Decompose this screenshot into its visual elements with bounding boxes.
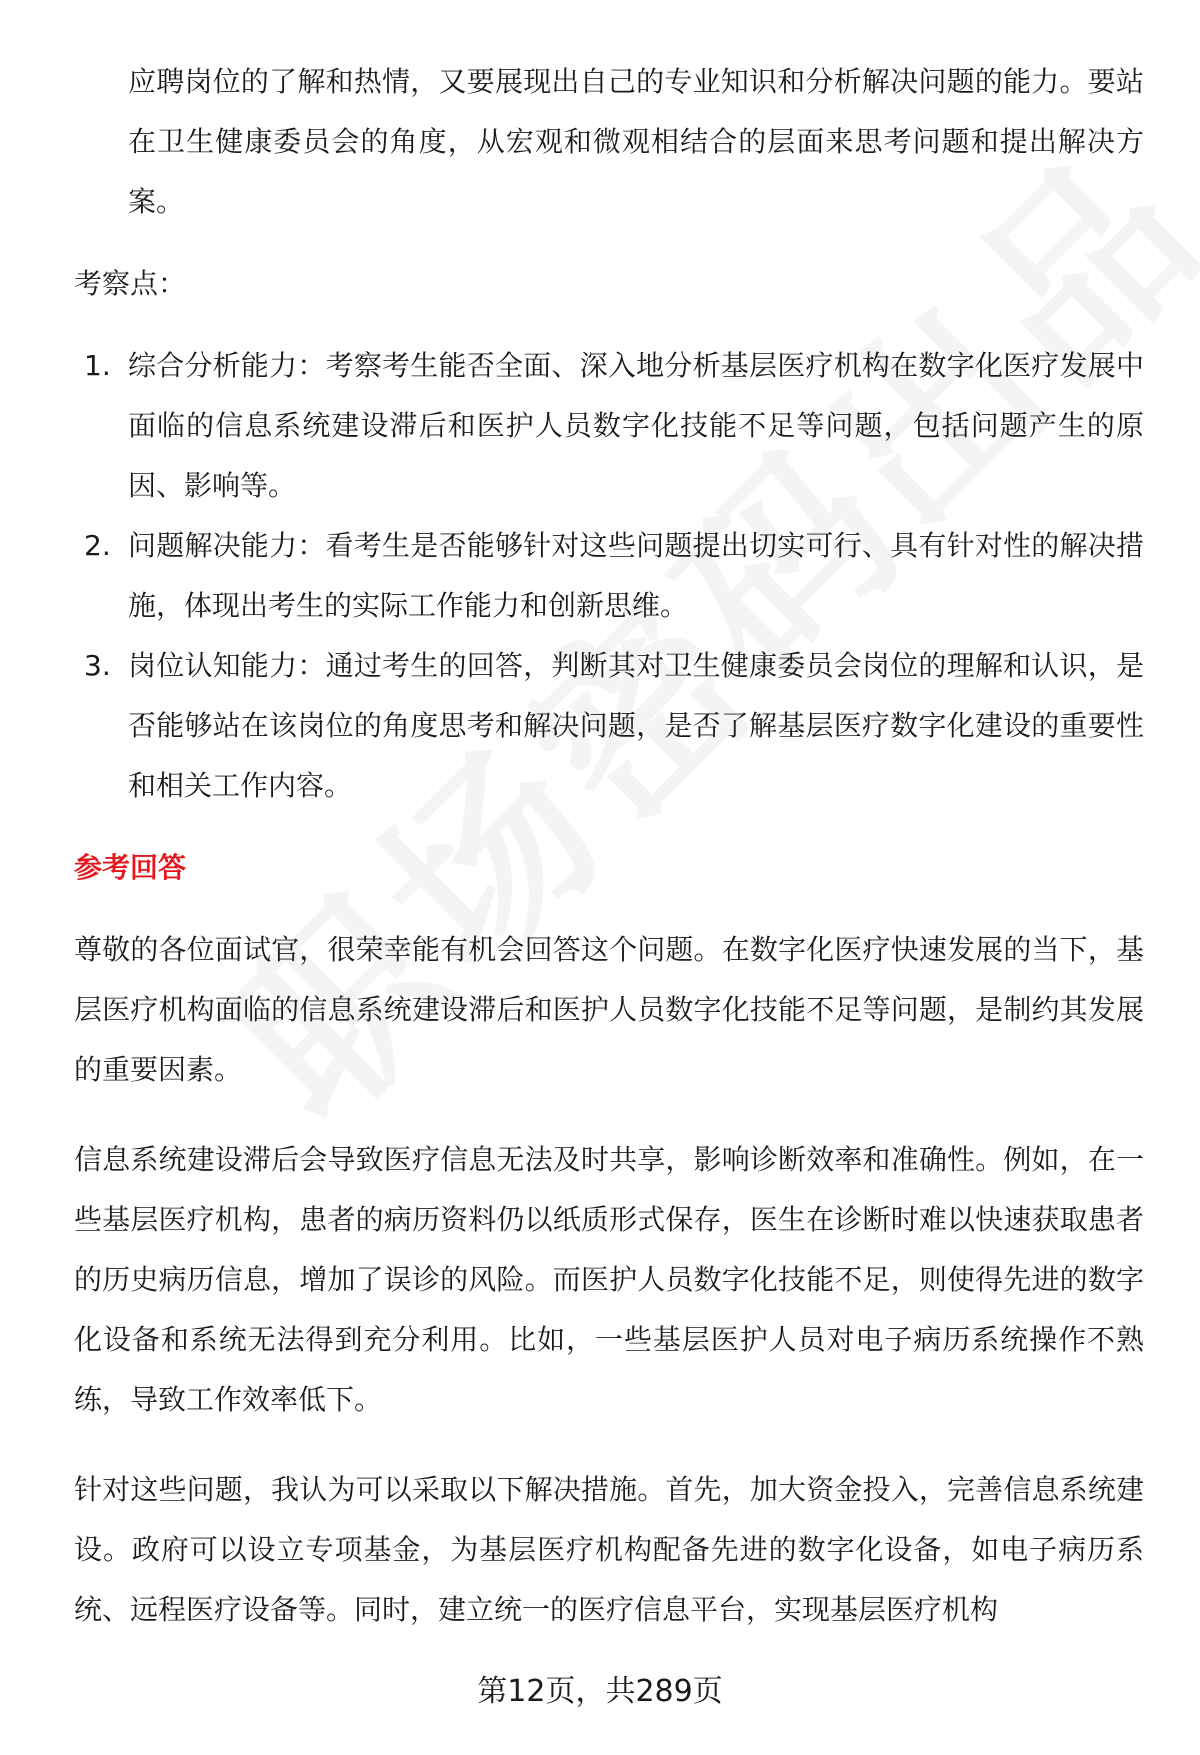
reference-answer-heading: 参考回答 <box>74 851 187 884</box>
exam-point-text: 岗位认知能力：通过考生的回答，判断其对卫生健康委员会岗位的理解和认识，是否能够站在该岗位的角度思考和解决问题，是否了解基层医疗数字化建设的重要性和相关工作内容。 <box>128 649 1144 802</box>
exam-point-text: 问题解决能力：看考生是否能够针对这些问题提出切实可行、具有针对性的解决措施，体现出考生的实际工作能力和创新思维。 <box>128 529 1144 622</box>
exam-points-heading: 考察点： <box>74 267 187 300</box>
exam-point-text: 综合分析能力：考察考生能否全面、深入地分析基层医疗机构在数字化医疗发展中面临的信息系统建设滞后和医护人员数字化技能不足等问题，包括问题产生的原因、影响等。 <box>128 349 1144 502</box>
answer-paragraph: 信息系统建设滞后会导致医疗信息无法及时共享，影响诊断效率和准确性。例如，在一些基层医疗机构，患者的病历资料仍以纸质形式保存，医生在诊断时难以快速获取患者的历史病历信息，增加了误诊的风险。而医护人员数字化技能不足，则使得先进的数字化设备和系统无法得到充分利用。比如，一些基层医护人员对电子病历系统操作不熟练，导致工作效率低下。 <box>74 1143 1144 1416</box>
list-number: 2. <box>84 529 111 562</box>
answer-paragraph: 尊敬的各位面试官，很荣幸能有机会回答这个问题。在数字化医疗快速发展的当下，基层医疗机构面临的信息系统建设滞后和医护人员数字化技能不足等问题，是制约其发展的重要因素。 <box>74 933 1144 1086</box>
exam-points-list <box>74 336 1144 816</box>
answer-paragraph: 针对这些问题，我认为可以采取以下解决措施。首先，加大资金投入，完善信息系统建设。政府可以设立专项基金，为基层医疗机构配备先进的数字化设备，如电子病历系统、远程医疗设备等。同时，建立统一的医疗信息平台，实现基层医疗机构 <box>74 1473 1144 1626</box>
intro-paragraph: 应聘岗位的了解和热情，又要展现出自己的专业知识和分析解决问题的能力。要站在卫生健康委员会的角度，从宏观和微观相结合的层面来思考问题和提出解决方案。 <box>128 65 1144 218</box>
exam-point-item <box>74 336 1144 516</box>
list-number: 3. <box>84 649 111 682</box>
exam-point-item <box>74 636 1144 816</box>
list-number: 1. <box>84 349 111 382</box>
exam-point-item <box>74 516 1144 636</box>
page-number-footer: 第12页，共289页 <box>477 1674 723 1709</box>
page-content <box>74 52 1144 1640</box>
